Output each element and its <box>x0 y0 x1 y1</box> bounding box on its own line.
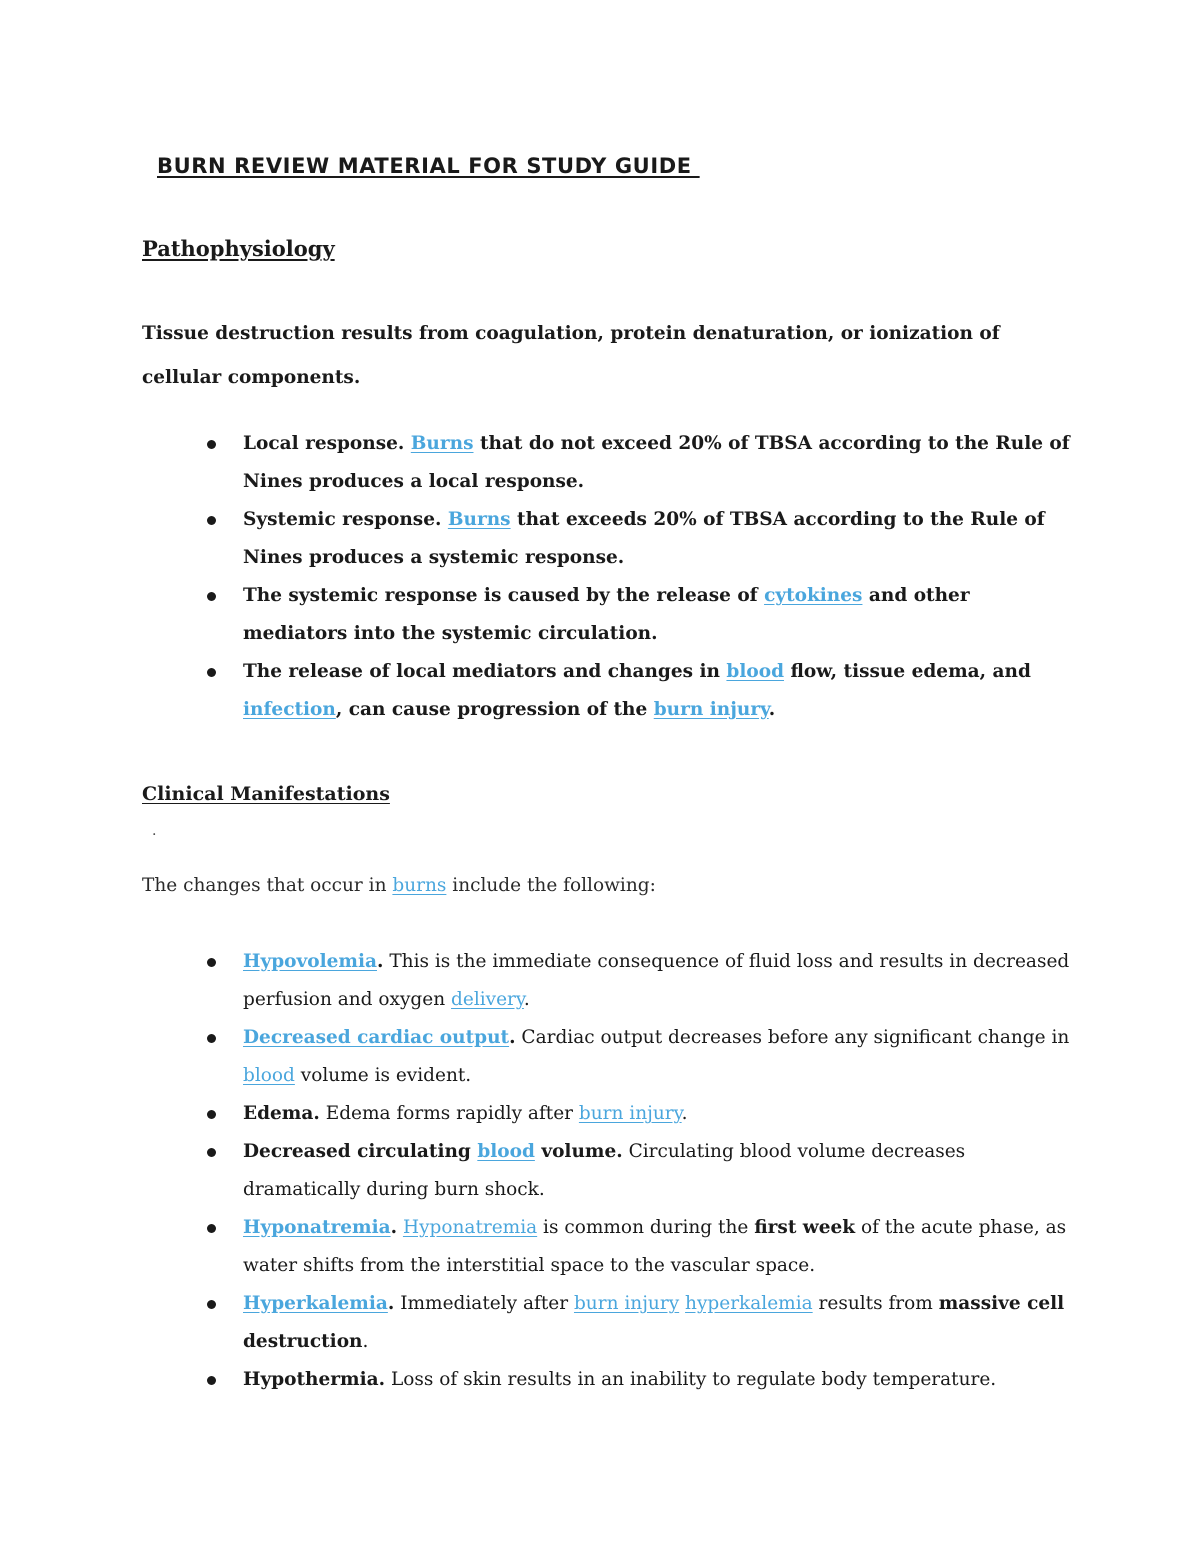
list-item: Systemic response. Burns that exceeds 20% of TBSA according to the Rule of Nines produces a systemic response. <box>0 501 1073 577</box>
clinical-list <box>0 943 1200 1399</box>
list-item: Hyponatremia. Hyponatremia is common during the first week of the acute phase, as water shifts from the interstitial space to the vascular space. <box>0 1209 1073 1285</box>
bullet-icon <box>207 1110 216 1119</box>
link-delivery[interactable]: delivery <box>451 989 524 1010</box>
list-item: Local response. Burns that do not exceed 20% of TBSA according to the Rule of Nines produces a local response. <box>0 425 1073 501</box>
bullet-icon <box>207 1224 216 1233</box>
bullet-icon <box>207 1148 216 1157</box>
link-burn-injury[interactable]: burn injury <box>573 1293 680 1314</box>
link-blood[interactable]: blood <box>477 1141 535 1162</box>
bullet-icon <box>207 440 216 449</box>
pathophysiology-intro: Tissue destruction results from coagulation, protein denaturation, or ionization of cellular components. <box>142 323 1000 388</box>
bullet-icon <box>207 1376 216 1385</box>
link-hyperkalemia[interactable]: hyperkalemia <box>685 1293 813 1314</box>
link-cytokines[interactable]: cytokines <box>764 585 863 606</box>
link-blood[interactable]: blood <box>726 661 784 682</box>
clinical-intro: The changes that occur in burns include the following: <box>142 875 656 896</box>
section-heading-pathophysiology: Pathophysiology <box>142 236 335 261</box>
link-infection[interactable]: infection <box>243 699 336 720</box>
link-hypovolemia[interactable]: Hypovolemia <box>243 951 377 972</box>
list-item: Hyperkalemia. Immediately after burn injury hyperkalemia results from massive cell destruction. <box>0 1285 1073 1361</box>
link-burn-injury[interactable]: burn injury <box>653 699 769 720</box>
bullet-icon <box>207 958 216 967</box>
link-decreased-cardiac-output[interactable]: Decreased cardiac output <box>243 1027 510 1048</box>
bullet-icon <box>207 1300 216 1309</box>
bullet-icon <box>207 516 216 525</box>
list-item: Decreased circulating blood volume. Circulating blood volume decreases dramatically during burn shock. <box>0 1133 1073 1209</box>
section-heading-clinical-manifestations: Clinical Manifestations <box>142 783 390 805</box>
link-hyperkalemia-term[interactable]: Hyperkalemia <box>243 1293 388 1314</box>
list-item: Hypothermia. Loss of skin results in an inability to regulate body temperature. <box>0 1361 1073 1399</box>
bullet-icon <box>207 592 216 601</box>
stray-dot: . <box>152 823 157 839</box>
link-burn-injury[interactable]: burn injury <box>578 1103 682 1124</box>
term-hypothermia: Hypothermia. <box>243 1369 386 1390</box>
link-hyponatremia-term[interactable]: Hyponatremia <box>243 1217 391 1238</box>
link-burns[interactable]: Burns <box>410 433 474 454</box>
document-title: BURN REVIEW MATERIAL FOR STUDY GUIDE <box>157 154 700 178</box>
link-burns[interactable]: burns <box>392 875 447 896</box>
pathophysiology-list <box>0 425 1200 729</box>
bullet-icon <box>207 668 216 677</box>
link-blood[interactable]: blood <box>243 1065 295 1086</box>
list-item: The systemic response is caused by the release of cytokines and other mediators into the systemic circulation. <box>0 577 1073 653</box>
list-item: Decreased cardiac output. Cardiac output decreases before any significant change in blood volume is evident. <box>0 1019 1073 1095</box>
link-burns[interactable]: Burns <box>447 509 511 530</box>
list-item: The release of local mediators and changes in blood flow, tissue edema, and infection, can cause progression of the burn injury. <box>0 653 1073 729</box>
list-item: Edema. Edema forms rapidly after burn injury. <box>0 1095 1073 1133</box>
list-item: Hypovolemia. This is the immediate consequence of fluid loss and results in decreased perfusion and oxygen delivery. <box>0 943 1073 1019</box>
term-edema: Edema. <box>243 1103 320 1124</box>
link-hyponatremia[interactable]: Hyponatremia <box>402 1217 538 1238</box>
bullet-icon <box>207 1034 216 1043</box>
